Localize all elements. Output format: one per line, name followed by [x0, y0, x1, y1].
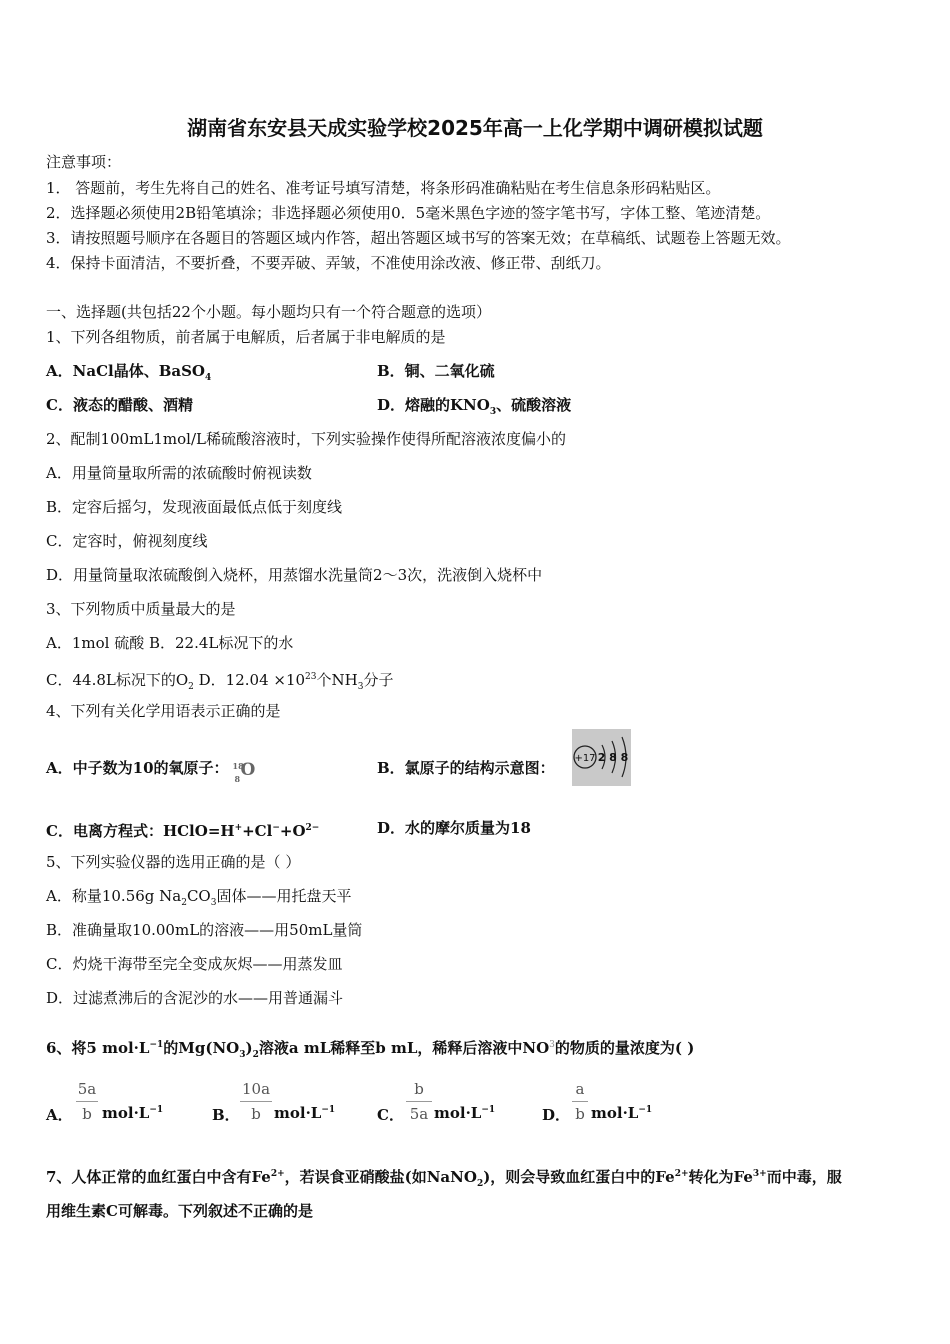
- question-4-stem: 4、下列有关化学用语表示正确的是: [46, 702, 281, 720]
- question-5-stem: 5、下列实验仪器的选用正确的是（ ）: [46, 853, 301, 871]
- q4-option-b: B．氯原子的结构示意图：: [377, 759, 555, 777]
- question-7-stem-line2: 用维生素C可解毒。下列叙述不正确的是: [46, 1202, 313, 1220]
- question-2-stem: 2、配制100mL1mol/L稀硫酸溶液时，下列实验操作使得所配溶液浓度偏小的: [46, 430, 566, 448]
- question-6-stem: 6、将5 $mol\cdot L^{-1}$的$Mg(NO_3)_2$溶液a mL稀释至b mL，稀释后溶液中$NO^3$的物质的量浓度为( ): [46, 1039, 695, 1060]
- page-title: 湖南省东安县天成实验学校2025年高一上化学期中调研模拟试题: [187, 116, 763, 140]
- question-7-stem: 7、人体正常的血红蛋白中含有$Fe^{2+}$，若误食亚硝酸盐(如NaNO$_2$)，则会导致血红蛋白中的$Fe^{2+}$转化为$Fe^{3+}$而中毒，服: [46, 1168, 842, 1189]
- q1-option-a: A．NaCl晶体、BaSO$_4$: [46, 362, 212, 383]
- q1-option-d: D．熔融的$KNO_3$、硫酸溶液: [377, 396, 572, 417]
- q6-option-c-label: C．: [377, 1106, 404, 1124]
- q6-option-b-label: B．: [212, 1106, 240, 1124]
- q6-option-a-label: A．: [46, 1106, 73, 1124]
- q6-option-d-fraction: a b: [572, 1080, 588, 1123]
- q6-option-b-fraction: 10a b: [241, 1080, 271, 1123]
- q5-option-b: B．准确量取10.00mL的溶液——用50mL量筒: [46, 921, 363, 939]
- q2-option-d: D．用量筒量取浓硫酸倒入烧杯，用蒸馏水洗量筒2～3次，洗液倒入烧杯中: [46, 566, 543, 584]
- notice-heading: 注意事项：: [46, 153, 122, 171]
- q2-option-a: A．用量筒量取所需的浓硫酸时俯视读数: [46, 464, 312, 482]
- q1-option-c: C．液态的醋酸、酒精: [46, 396, 193, 414]
- notice-item: 4．保持卡面清洁，不要折叠，不要弄破、弄皱，不准使用涂改液、修正带、刮纸刀。: [46, 254, 611, 272]
- q5-option-c: C．灼烧干海带至完全变成灰烬——用蒸发皿: [46, 955, 343, 973]
- q3-options-ab: A．1mol 硫酸 B．22.4L标况下的水: [46, 634, 294, 652]
- notice-item: 2．选择题必须使用2B铅笔填涂；非选择题必须使用0．5毫米黑色字迹的签字笔书写，字体工整、笔迹清楚。: [46, 204, 771, 222]
- question-3-stem: 3、下列物质中质量最大的是: [46, 600, 236, 618]
- q6-option-a-fraction: 5a b: [77, 1080, 97, 1123]
- q5-option-a: A．称量10.56g $Na_2CO_3$固体——用托盘天平: [46, 887, 352, 908]
- section-heading: 一、选择题(共包括22个小题。每小题均只有一个符合题意的选项）: [46, 303, 491, 321]
- q3-options-cd: C．44.8L标况下的$O_2$ D．$12.04 \times 10^{23}$个$NH_3$分子: [46, 671, 394, 692]
- q2-option-c: C．定容时，俯视刻度线: [46, 532, 208, 550]
- oxygen-isotope-symbol: 18 8 O: [232, 760, 256, 784]
- q6-option-b-unit: $mol\cdot L^{-1}$: [274, 1104, 336, 1122]
- q4-option-d: D．水的摩尔质量为18: [377, 819, 531, 837]
- q6-option-a-unit: $mol\cdot L^{-1}$: [102, 1104, 164, 1122]
- q6-option-d-label: D．: [542, 1106, 571, 1124]
- notice-item: 3．请按照题号顺序在各题目的答题区域内作答，超出答题区域书写的答案无效；在草稿纸、试题卷上答题无效。: [46, 229, 791, 247]
- q2-option-b: B．定容后摇匀，发现液面最低点低于刻度线: [46, 498, 343, 516]
- svg-text:2 8 8: 2 8 8: [597, 751, 629, 764]
- q5-option-d: D．过滤煮沸后的含泥沙的水——用普通漏斗: [46, 989, 344, 1007]
- q6-option-c-unit: $mol\cdot L^{-1}$: [434, 1104, 496, 1122]
- question-1-stem: 1、下列各组物质，前者属于电解质，后者属于非电解质的是: [46, 328, 446, 346]
- q6-option-d-unit: $mol\cdot L^{-1}$: [591, 1104, 653, 1122]
- chlorine-atom-diagram: [572, 729, 631, 786]
- q4-option-c: C．电离方程式：$HClO=H^++Cl^-+O^{2-}$: [46, 822, 320, 840]
- svg-text:+17: +17: [574, 753, 596, 764]
- notice-item: 1． 答题前，考生先将自己的姓名、准考证号填写清楚，将条形码准确粘贴在考生信息条形码粘贴区。: [46, 179, 721, 197]
- q4-option-a: A．中子数为10的氧原子： 18 8 O: [46, 759, 256, 784]
- q1-option-b: B．铜、二氧化硫: [377, 362, 495, 380]
- q6-option-c-fraction: b 5a: [406, 1080, 432, 1123]
